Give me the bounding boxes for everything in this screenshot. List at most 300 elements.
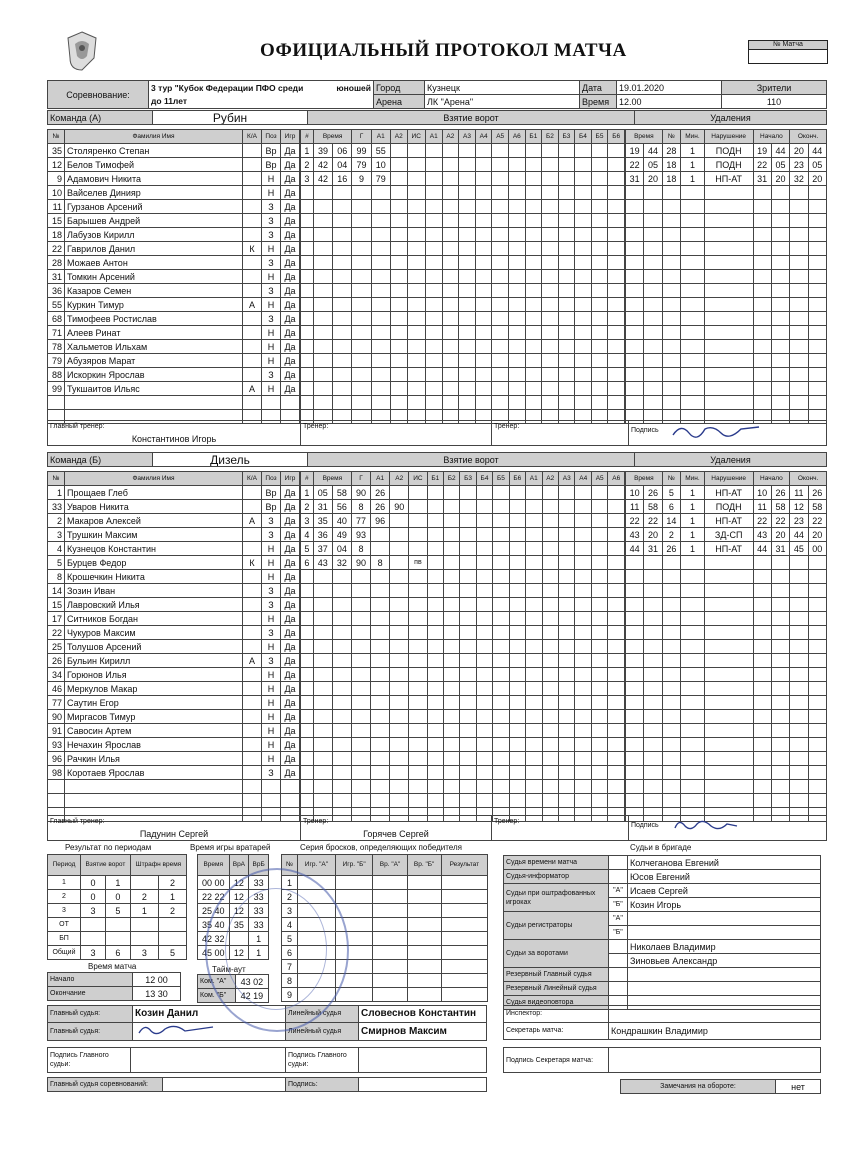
pen-infraction: ЗД-СП bbox=[704, 528, 753, 542]
empty-cell bbox=[493, 654, 509, 668]
on-ice-cell bbox=[460, 514, 476, 528]
line-ref-1: Словеснов Константин bbox=[359, 1006, 487, 1023]
empty-cell bbox=[352, 186, 371, 200]
on-ice-cell bbox=[475, 158, 492, 172]
empty-cell bbox=[808, 738, 826, 752]
gk-a: 35 bbox=[229, 918, 249, 932]
col-play: Игр bbox=[281, 130, 300, 144]
gk-time: 22 22 bbox=[198, 890, 230, 904]
empty-cell bbox=[409, 780, 427, 794]
empty-cell bbox=[427, 752, 443, 766]
player-pos: Н bbox=[262, 270, 281, 284]
empty-cell bbox=[509, 752, 525, 766]
empty-cell bbox=[626, 382, 644, 396]
goal-row bbox=[301, 766, 625, 780]
goal-row bbox=[301, 228, 625, 242]
empty-cell bbox=[558, 668, 574, 682]
player-play: Да bbox=[281, 486, 300, 500]
empty-cell bbox=[808, 284, 826, 298]
empty-cell bbox=[332, 682, 351, 696]
goal-row bbox=[301, 326, 625, 340]
player-pos: Н bbox=[262, 710, 281, 724]
empty-cell bbox=[626, 284, 644, 298]
team-b-head-coach: Падунин Сергей bbox=[139, 829, 209, 839]
empty-cell bbox=[704, 654, 753, 668]
on-ice-cell bbox=[443, 556, 459, 570]
period-goals-a: 3 bbox=[81, 904, 106, 918]
main-ref-signature bbox=[135, 1023, 215, 1037]
player-name: Ситников Богдан bbox=[65, 612, 243, 626]
empty-cell bbox=[681, 242, 705, 256]
empty-cell bbox=[753, 326, 771, 340]
empty-cell bbox=[48, 794, 65, 808]
empty-cell bbox=[301, 766, 314, 780]
empty-cell bbox=[681, 570, 705, 584]
empty-cell bbox=[526, 626, 542, 640]
empty-cell bbox=[558, 752, 574, 766]
empty-cell bbox=[575, 326, 592, 340]
empty-cell bbox=[509, 186, 526, 200]
empty-cell bbox=[790, 738, 808, 752]
period-goals-a bbox=[81, 918, 106, 932]
goal-row bbox=[301, 752, 625, 766]
player-row bbox=[48, 354, 300, 368]
empty-cell bbox=[662, 256, 680, 270]
player-play: Да bbox=[281, 612, 300, 626]
empty-cell bbox=[373, 974, 407, 988]
empty-cell bbox=[704, 626, 753, 640]
empty-cell bbox=[332, 780, 351, 794]
player-name: Тукшаитов Ильяс bbox=[65, 382, 243, 396]
empty-cell bbox=[662, 682, 680, 696]
empty-cell bbox=[281, 780, 300, 794]
empty-cell bbox=[626, 256, 644, 270]
competition-line2: до 11лет bbox=[149, 95, 374, 109]
goal-col-header: Б5 bbox=[591, 130, 608, 144]
empty-cell bbox=[704, 640, 753, 654]
empty-cell bbox=[351, 598, 370, 612]
penalty-row bbox=[626, 766, 827, 780]
goal-row bbox=[301, 214, 625, 228]
empty-cell bbox=[662, 242, 680, 256]
goal-row bbox=[301, 382, 625, 396]
empty-cell bbox=[662, 724, 680, 738]
empty-cell bbox=[662, 640, 680, 654]
gk-time: 00 00 bbox=[198, 876, 230, 890]
goal-row bbox=[301, 242, 625, 256]
player-row bbox=[48, 612, 300, 626]
empty-cell bbox=[542, 340, 559, 354]
empty-cell bbox=[662, 612, 680, 626]
empty-cell bbox=[626, 696, 644, 710]
empty-cell bbox=[442, 396, 459, 410]
empty-cell bbox=[351, 570, 370, 584]
pen-infraction: НП-АТ bbox=[704, 514, 753, 528]
pen-start-min: 44 bbox=[753, 542, 771, 556]
empty-cell bbox=[558, 242, 575, 256]
goal-row bbox=[301, 542, 625, 556]
empty-cell bbox=[443, 612, 459, 626]
empty-cell bbox=[333, 214, 352, 228]
empty-cell bbox=[525, 368, 542, 382]
empty-cell bbox=[371, 354, 390, 368]
empty-cell bbox=[575, 382, 592, 396]
goal-row bbox=[301, 514, 625, 528]
empty-cell bbox=[681, 312, 705, 326]
empty-cell bbox=[608, 598, 625, 612]
player-ka bbox=[243, 724, 262, 738]
on-ice-cell bbox=[493, 556, 509, 570]
pen-infraction: НП-АТ bbox=[704, 542, 753, 556]
empty-cell bbox=[352, 256, 371, 270]
player-name: Савосин Артем bbox=[65, 724, 243, 738]
empty-cell bbox=[753, 368, 771, 382]
player-play: Да bbox=[281, 626, 300, 640]
team-b-penalties-label: Удаления bbox=[635, 453, 827, 467]
empty-cell bbox=[591, 696, 607, 710]
player-play: Да bbox=[281, 144, 300, 158]
gk-b: 33 bbox=[249, 918, 269, 932]
empty-cell bbox=[425, 368, 442, 382]
player-pos: Н bbox=[262, 738, 281, 752]
empty-cell bbox=[608, 242, 625, 256]
penalty-row bbox=[626, 780, 827, 794]
empty-cell bbox=[771, 214, 789, 228]
reserve-line-label: Резервный Линейный судья bbox=[504, 982, 609, 996]
player-name: Горюнов Илья bbox=[65, 668, 243, 682]
empty-cell bbox=[681, 710, 705, 724]
shootout-title: Серия бросков, определяющих победителя bbox=[300, 843, 462, 852]
pen-player: 6 bbox=[662, 500, 680, 514]
empty-cell bbox=[662, 200, 680, 214]
empty-cell bbox=[808, 752, 826, 766]
empty-cell bbox=[390, 626, 409, 640]
player-name: Хальметов Ильхам bbox=[65, 340, 243, 354]
empty-cell bbox=[442, 228, 459, 242]
empty-cell bbox=[591, 766, 607, 780]
empty-cell bbox=[335, 890, 373, 904]
empty-cell bbox=[390, 794, 409, 808]
player-name: Можаев Антон bbox=[65, 256, 243, 270]
empty-cell bbox=[476, 710, 492, 724]
empty-cell bbox=[662, 570, 680, 584]
player-play: Да bbox=[281, 326, 300, 340]
empty-cell bbox=[591, 354, 608, 368]
player-number: 93 bbox=[48, 738, 65, 752]
empty-cell bbox=[352, 368, 371, 382]
pen-minutes: 1 bbox=[681, 500, 705, 514]
player-number: 99 bbox=[48, 382, 65, 396]
player-number: 28 bbox=[48, 256, 65, 270]
player-ka bbox=[243, 598, 262, 612]
empty-cell bbox=[475, 368, 492, 382]
player-ka bbox=[243, 710, 262, 724]
empty-cell bbox=[644, 584, 662, 598]
penalty-row bbox=[626, 710, 827, 724]
player-name: Макаров Алексей bbox=[65, 514, 243, 528]
goal-row bbox=[301, 668, 625, 682]
empty-cell bbox=[808, 242, 826, 256]
empty-cell bbox=[704, 696, 753, 710]
player-pos: Н bbox=[262, 570, 281, 584]
empty-cell bbox=[526, 794, 542, 808]
player-name: Трушкин Максим bbox=[65, 528, 243, 542]
empty-cell bbox=[407, 312, 425, 326]
empty-cell bbox=[460, 584, 476, 598]
empty-cell bbox=[790, 570, 808, 584]
empty-cell bbox=[301, 396, 314, 410]
penalty-row bbox=[626, 598, 827, 612]
player-pos: Н bbox=[262, 326, 281, 340]
player-number: 34 bbox=[48, 668, 65, 682]
empty-cell bbox=[790, 794, 808, 808]
player-play: Да bbox=[281, 654, 300, 668]
player-number: 10 bbox=[48, 186, 65, 200]
player-number: 8 bbox=[48, 570, 65, 584]
shootout-number: 4 bbox=[282, 918, 298, 932]
empty-cell bbox=[371, 780, 390, 794]
player-name: Адамович Никита bbox=[65, 172, 243, 186]
goal-second: 04 bbox=[332, 542, 351, 556]
empty-cell bbox=[460, 626, 476, 640]
empty-cell bbox=[644, 612, 662, 626]
empty-cell bbox=[542, 312, 559, 326]
goal-scorer: 93 bbox=[351, 528, 370, 542]
on-ice-cell bbox=[425, 172, 442, 186]
empty-cell bbox=[475, 242, 492, 256]
on-ice-cell bbox=[575, 514, 591, 528]
empty-cell bbox=[333, 200, 352, 214]
empty-cell bbox=[526, 598, 542, 612]
player-row bbox=[48, 396, 300, 410]
on-ice-cell bbox=[558, 514, 574, 528]
empty-cell bbox=[407, 368, 425, 382]
empty-cell bbox=[509, 584, 525, 598]
empty-cell bbox=[542, 696, 558, 710]
goal-col-header: Г bbox=[352, 130, 371, 144]
empty-cell bbox=[333, 298, 352, 312]
empty-cell bbox=[301, 696, 314, 710]
goal-scorer: 99 bbox=[352, 144, 371, 158]
on-ice-cell bbox=[427, 500, 443, 514]
player-ka bbox=[243, 486, 262, 500]
chief-table bbox=[47, 1077, 487, 1092]
player-row bbox=[48, 242, 300, 256]
player-ka: А bbox=[243, 514, 262, 528]
empty-cell bbox=[351, 696, 370, 710]
empty-cell bbox=[390, 242, 407, 256]
empty-cell bbox=[441, 960, 487, 974]
empty-cell bbox=[558, 340, 575, 354]
goal-row bbox=[301, 486, 625, 500]
start-label: Начало bbox=[48, 973, 133, 987]
empty-cell bbox=[332, 766, 351, 780]
empty-cell bbox=[542, 382, 559, 396]
player-row bbox=[48, 214, 300, 228]
player-play: Да bbox=[281, 696, 300, 710]
empty-cell bbox=[558, 200, 575, 214]
empty-cell bbox=[352, 284, 371, 298]
empty-cell bbox=[371, 256, 390, 270]
pen-player: 5 bbox=[662, 486, 680, 500]
gk-a-col: ВрА bbox=[229, 855, 249, 876]
player-number: 11 bbox=[48, 200, 65, 214]
shootout-number: 7 bbox=[282, 960, 298, 974]
empty-cell bbox=[509, 270, 526, 284]
goal-row bbox=[301, 368, 625, 382]
empty-cell bbox=[644, 780, 662, 794]
shootout-number: 2 bbox=[282, 890, 298, 904]
player-play: Да bbox=[281, 298, 300, 312]
empty-cell bbox=[790, 228, 808, 242]
goal-minute: 05 bbox=[313, 486, 332, 500]
empty-cell bbox=[681, 668, 705, 682]
period-row bbox=[48, 890, 187, 904]
col-play: Игр bbox=[281, 472, 300, 486]
empty-cell bbox=[525, 354, 542, 368]
empty-cell bbox=[591, 570, 607, 584]
empty-cell bbox=[390, 766, 409, 780]
penalty-row bbox=[626, 626, 827, 640]
pen-minute: 22 bbox=[626, 158, 644, 172]
empty-cell bbox=[313, 766, 332, 780]
empty-cell bbox=[333, 270, 352, 284]
on-ice-cell bbox=[575, 158, 592, 172]
empty-cell bbox=[591, 256, 608, 270]
empty-cell bbox=[407, 242, 425, 256]
empty-cell bbox=[591, 682, 607, 696]
empty-cell bbox=[626, 794, 644, 808]
empty-cell bbox=[371, 570, 390, 584]
goal-row bbox=[301, 256, 625, 270]
empty-cell bbox=[542, 326, 559, 340]
goal-assist-1: 8 bbox=[371, 556, 390, 570]
empty-cell bbox=[575, 340, 592, 354]
goal-row bbox=[301, 654, 625, 668]
empty-cell bbox=[808, 584, 826, 598]
penalty-col-header: Оконч. bbox=[790, 130, 827, 144]
empty-cell bbox=[301, 228, 314, 242]
empty-cell bbox=[558, 256, 575, 270]
period-goals-b: 0 bbox=[105, 890, 130, 904]
goal-situation bbox=[409, 528, 427, 542]
arena-value: ЛК "Арена" bbox=[425, 95, 580, 109]
goal-col-header: Б2 bbox=[443, 472, 459, 486]
empty-cell bbox=[681, 612, 705, 626]
empty-cell bbox=[427, 570, 443, 584]
empty-cell bbox=[351, 654, 370, 668]
period-goals-a bbox=[81, 932, 106, 946]
empty-cell bbox=[542, 626, 558, 640]
on-ice-cell bbox=[443, 514, 459, 528]
goal-row bbox=[301, 144, 625, 158]
player-ka: К bbox=[243, 242, 262, 256]
player-ka bbox=[243, 668, 262, 682]
pen-second: 20 bbox=[644, 528, 662, 542]
col-ka: К/А bbox=[243, 130, 262, 144]
end-label: Окончание bbox=[48, 987, 133, 1001]
empty-cell bbox=[753, 766, 771, 780]
empty-cell bbox=[662, 228, 680, 242]
empty-cell bbox=[459, 186, 476, 200]
empty-cell bbox=[526, 724, 542, 738]
empty-cell bbox=[542, 256, 559, 270]
team-b-goals-label: Взятие ворот bbox=[308, 453, 635, 467]
goal-minute: 42 bbox=[313, 172, 332, 186]
empty-cell bbox=[644, 668, 662, 682]
on-ice-cell bbox=[608, 556, 625, 570]
shootout-col-header: № bbox=[282, 855, 298, 876]
pen-start-min: 10 bbox=[753, 486, 771, 500]
empty-cell bbox=[626, 242, 644, 256]
empty-cell bbox=[644, 214, 662, 228]
team-b-coach-row bbox=[47, 815, 827, 841]
empty-cell bbox=[558, 780, 574, 794]
player-pos: Вр bbox=[262, 158, 281, 172]
empty-cell bbox=[790, 242, 808, 256]
player-number: 5 bbox=[48, 556, 65, 570]
player-row bbox=[48, 696, 300, 710]
empty-cell bbox=[542, 654, 558, 668]
player-number: 33 bbox=[48, 500, 65, 514]
goal-row bbox=[301, 780, 625, 794]
penalty-col-header: Время bbox=[626, 472, 663, 486]
empty-cell bbox=[644, 696, 662, 710]
video-label: Судья видеоповтора bbox=[504, 996, 609, 1010]
period-pim-a bbox=[130, 932, 158, 946]
empty-cell bbox=[443, 654, 459, 668]
period-pim-b: 2 bbox=[158, 876, 186, 890]
empty-cell bbox=[644, 200, 662, 214]
empty-cell bbox=[493, 766, 509, 780]
goal-row bbox=[301, 696, 625, 710]
empty-cell bbox=[390, 200, 407, 214]
col-name: Фамилия Имя bbox=[65, 472, 243, 486]
empty-cell bbox=[313, 270, 332, 284]
empty-cell bbox=[313, 682, 332, 696]
period-goals-a: 0 bbox=[81, 876, 106, 890]
empty-cell bbox=[704, 256, 753, 270]
team-b-head-coach-label: Главный тренер: bbox=[50, 818, 105, 825]
penalty-row bbox=[626, 500, 827, 514]
empty-cell bbox=[351, 584, 370, 598]
team-b-penalties-table bbox=[625, 471, 827, 822]
player-pos: З bbox=[262, 256, 281, 270]
empty-cell bbox=[704, 326, 753, 340]
empty-cell bbox=[407, 228, 425, 242]
empty-cell bbox=[771, 298, 789, 312]
empty-cell bbox=[626, 766, 644, 780]
on-ice-cell bbox=[525, 172, 542, 186]
empty-cell bbox=[753, 242, 771, 256]
empty-cell bbox=[662, 752, 680, 766]
empty-cell bbox=[681, 326, 705, 340]
player-ka bbox=[243, 214, 262, 228]
goal-second: 40 bbox=[332, 514, 351, 528]
on-ice-cell bbox=[608, 158, 625, 172]
on-ice-cell bbox=[591, 556, 607, 570]
empty-cell bbox=[662, 766, 680, 780]
on-ice-cell bbox=[460, 542, 476, 556]
chief-comp-label: Главный судья соревнований: bbox=[48, 1078, 163, 1092]
empty-cell bbox=[373, 918, 407, 932]
player-row bbox=[48, 542, 300, 556]
empty-cell bbox=[443, 570, 459, 584]
empty-cell bbox=[626, 396, 644, 410]
empty-cell bbox=[790, 340, 808, 354]
empty-cell bbox=[373, 946, 407, 960]
player-ka bbox=[243, 270, 262, 284]
